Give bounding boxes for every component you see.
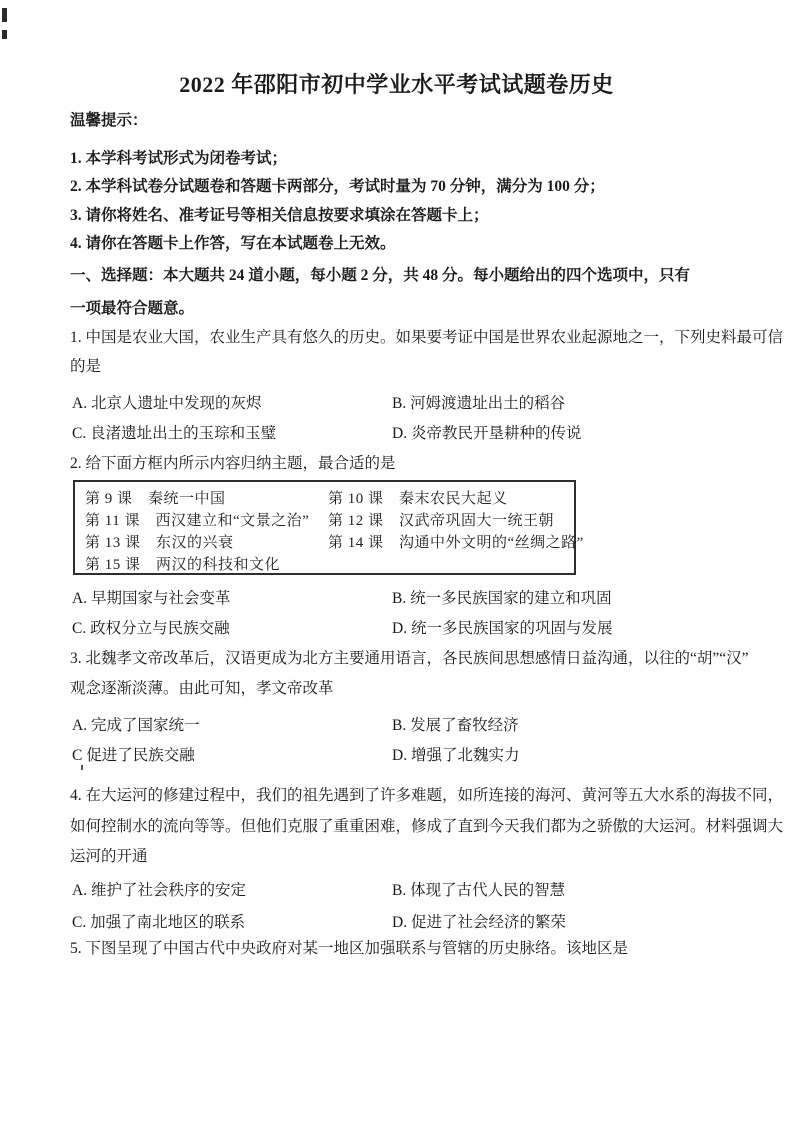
notice-item-3: 3. 请你将姓名、准考证号等相关信息按要求填涂在答题卡上； xyxy=(70,207,489,224)
question-4-option-d: D. 促进了社会经济的繁荣 xyxy=(392,914,566,931)
question-3-option-a: A. 完成了国家统一 xyxy=(72,717,200,734)
question-4-options-row-2 xyxy=(72,910,762,930)
question-2-option-b: B. 统一多民族国家的建立和巩固 xyxy=(392,590,612,607)
question-3-option-d: D. 增强了北魏实力 xyxy=(392,747,520,764)
question-3-text-line-1: 3. 北魏孝文帝改革后，汉语更成为北方主要通用语言，各民族间思想感情日益沟通，以往的“胡”“汉” xyxy=(70,650,749,667)
question-4-options-row-1 xyxy=(72,878,762,898)
question-4-text-line-1: 4. 在大运河的修建过程中，我们的祖先遇到了许多难题，如所连接的海河、黄河等五大水系的海拔不同， xyxy=(70,787,784,804)
question-4-text-line-2: 如何控制水的流向等等。但他们克服了重重困难，修成了直到今天我们都为之骄傲的大运河。材料强调大 xyxy=(70,818,784,835)
question-2-options-row-1 xyxy=(72,586,762,606)
lesson-box-row xyxy=(75,553,574,575)
lesson-box-row xyxy=(75,487,574,509)
lesson-entry: 第 15 课 两汉的科技和文化 xyxy=(85,557,281,573)
question-1-option-a: A. 北京人遗址中发现的灰烬 xyxy=(72,395,262,412)
question-1-option-c: C. 良渚遗址出土的玉琮和玉璧 xyxy=(72,425,277,442)
lesson-entry: 第 13 课 东汉的兴衰 xyxy=(85,535,234,551)
page-title: 2022 年邵阳市初中学业水平考试试题卷历史 xyxy=(179,72,614,97)
notice-item-4: 4. 请你在答题卡上作答，写在本试题卷上无效。 xyxy=(70,235,396,252)
question-4-option-b: B. 体现了古代人民的智慧 xyxy=(392,882,566,899)
question-1-text-line-1: 1. 中国是农业大国，农业生产具有悠久的历史。如果要考证中国是世界农业起源地之一，下列史料最可信 xyxy=(70,329,784,346)
question-2-text-line-1: 2. 给下面方框内所示内容归纳主题，最合适的是 xyxy=(70,455,396,472)
question-2-option-a: A. 早期国家与社会变革 xyxy=(72,590,231,607)
question-3-options-row-1 xyxy=(72,713,762,733)
question-4-text-line-3: 运河的开通 xyxy=(70,848,148,865)
question-3-text-line-2: 观念逐渐淡薄。由此可知，孝文帝改革 xyxy=(70,680,334,697)
question-2-option-c: C. 政权分立与民族交融 xyxy=(72,620,230,637)
lesson-entry: 第 11 课 西汉建立和“文景之治” xyxy=(85,513,310,529)
lesson-list-box xyxy=(73,480,584,575)
notice-item-2: 2. 本学科试卷分试题卷和答题卡两部分，考试时量为 70 分钟，满分为 100 分； xyxy=(70,178,605,195)
question-5-text-line-1: 5. 下图呈现了中国古代中央政府对某一地区加强联系与管辖的历史脉络。该地区是 xyxy=(70,940,629,957)
lesson-entry: 第 9 课 秦统一中国 xyxy=(85,491,226,507)
lesson-entry: 第 14 课 沟通中外文明的“丝绸之路” xyxy=(328,535,584,551)
question-1-option-b: B. 河姆渡遗址出土的稻谷 xyxy=(392,395,566,412)
scan-artifact-mark xyxy=(2,30,7,39)
question-4-option-c: C. 加强了南北地区的联系 xyxy=(72,914,246,931)
scan-artifact-mark xyxy=(2,8,7,22)
question-3-options-row-2 xyxy=(72,743,762,763)
question-1-options-row-2 xyxy=(72,421,762,441)
lesson-entry: 第 10 课 秦末农民大起义 xyxy=(328,491,508,507)
question-1-text-line-2: 的是 xyxy=(70,358,102,375)
question-1-options-row-1 xyxy=(72,391,762,411)
question-2-options-row-2 xyxy=(72,616,762,636)
lesson-entry: 第 12 课 汉武帝巩固大一统王朝 xyxy=(328,513,555,529)
lesson-box-row xyxy=(75,531,584,553)
question-3-option-c: C 促进了民族交融 xyxy=(72,747,195,764)
lesson-box-row xyxy=(75,509,574,531)
question-3-option-b: B. 发展了畜牧经济 xyxy=(392,717,519,734)
section-heading-line-1: 一、选择题：本大题共 24 道小题，每小题 2 分，共 48 分。每小题给出的四个选项中，只有 xyxy=(70,267,691,284)
question-2-option-d: D. 统一多民族国家的巩固与发展 xyxy=(392,620,613,637)
question-1-option-d: D. 炎帝教民开垦耕种的传说 xyxy=(392,425,582,442)
section-heading-line-2: 一项最符合题意。 xyxy=(70,300,195,317)
notice-heading: 温馨提示： xyxy=(70,112,148,129)
question-4-option-a: A. 维护了社会秩序的安定 xyxy=(72,882,246,899)
scan-artifact-mark xyxy=(81,765,83,770)
notice-item-1: 1. 本学科考试形式为闭卷考试； xyxy=(70,150,288,167)
